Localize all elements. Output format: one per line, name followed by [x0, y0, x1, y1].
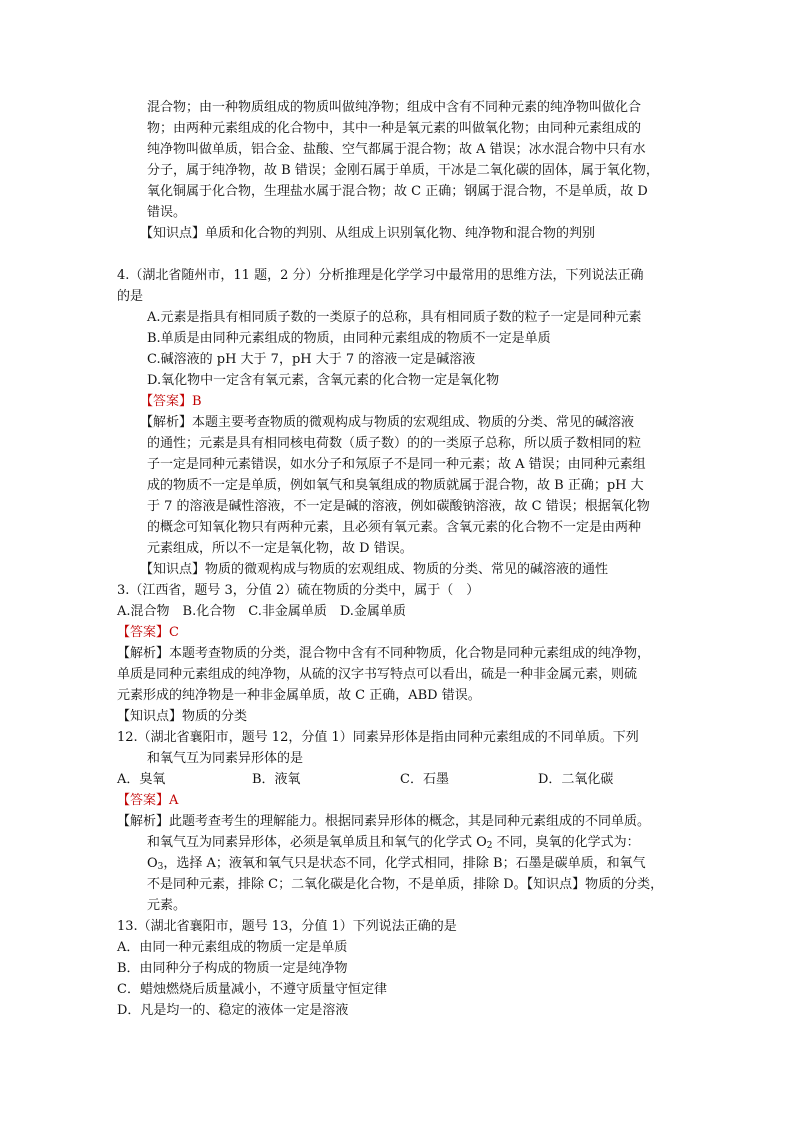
paragraph-line: 错误。: [147, 205, 187, 220]
explanation-line: 于 7 的溶液是碱性溶液，不一定是碱的溶液，例如碳酸钠溶液，故 C 错误；根据氧化物: [147, 499, 650, 514]
paragraph-line: 物；由两种元素组成的化合物中，其中一种是氧元素的叫做氧化物；由同种元素组成的: [147, 121, 642, 136]
option-b: B．由同种分子构成的物质一定是纯净物: [117, 961, 348, 976]
knowledge-point: 【知识点】单质和化合物的判别、从组成上识别氧化物、纯净物和混合物的判别: [140, 226, 596, 241]
paragraph-line: 氧化铜属于化合物，生理盐水属于混合物；故 C 正确；钢属于混合物，不是单质，故 D: [147, 184, 648, 199]
option-b: B.单质是由同种元素组成的物质，由同种元素组成的物质不一定是单质: [147, 331, 551, 346]
option-b: B．液氧: [252, 772, 301, 787]
answer-value: A: [169, 793, 179, 808]
option-a: A．臭氧: [117, 772, 166, 787]
answer-tag: 【答案】: [117, 793, 170, 808]
paragraph-line: 混合物；由一种物质组成的物质叫做纯净物；组成中含有不同种元素的纯净物叫做化合: [147, 100, 642, 115]
knowledge-point: 【知识点】物质的微观构成与物质的宏观组成、物质的分类、常见的碱溶液的通性: [140, 562, 609, 577]
explanation-line: 元素组成，所以不一定是氧化物，故 D 错误。: [147, 541, 413, 556]
explanation-line: 【解析】本题考查物质的分类，混合物中含有不同种物质，化合物是同种元素组成的纯净物，: [117, 646, 651, 661]
answer-line: [117, 623, 179, 643]
explanation-line: 元素形成的纯净物是一种非金属单质，故 C 正确，ABD 错误。: [117, 688, 481, 703]
option-a: A．由同一种元素组成的物质一定是单质: [117, 940, 348, 955]
option-a: A.元素是指具有相同质子数的一类原子的总称，具有相同质子数的粒子一定是同种元素: [147, 310, 642, 325]
question-stem: 4.（湖北省随州市，11 题，2 分）分析推理是化学学习中最常用的思维方法，下列说法正确: [117, 268, 644, 283]
answer-tag: 【答案】: [140, 394, 193, 409]
option-c: C.碱溶液的 pH 大于 7，pH 大于 7 的溶液一定是碱溶液: [147, 352, 476, 367]
question-stem: 的是: [117, 289, 144, 304]
explanation-line: 【解析】本题主要考查物质的微观构成与物质的宏观组成、物质的分类、常见的碱溶液: [140, 415, 635, 430]
question-stem: 3.（江西省，题号 3，分值 2）硫在物质的分类中，属于（ ）: [117, 583, 480, 598]
question-stem: 和氧气互为同素异形体的是: [147, 751, 304, 766]
option-d: D．二氧化碳: [538, 772, 614, 787]
explanation-line: $O_3$，选择 A；液氧和氧气只是状态不同，化学式相同，排除 B；石墨是碳单质，和氧气: [147, 856, 646, 872]
answer-value: C: [169, 625, 179, 640]
option-d: D.氧化物中一定含有氧元素，含氧元素的化合物一定是氧化物: [147, 373, 500, 388]
option-c: C．蜡烛燃烧后质量减小，不遵守质量守恒定律: [117, 982, 387, 997]
question-stem: 13.（湖北省襄阳市，题号 13，分值 1）下列说法正确的是: [117, 919, 457, 934]
explanation-line: 子一定是同种元素错误，如水分子和氖原子不是同一种元素；故 A 错误；由同种元素组: [147, 457, 646, 472]
explanation-line: 不是同种元素，排除 C；二氧化碳是化合物，不是单质，排除 D。【知识点】物质的分类，: [147, 877, 664, 892]
explanation-line: 元素。: [147, 898, 187, 913]
paragraph-line: 分子，属于纯净物，故 B 错误；金刚石属于单质，干冰是二氧化碳的固体，属于氧化物，: [147, 163, 659, 178]
explanation-line: 成的物质不一定是单质，例如氧气和臭氧组成的物质就属于混合物，故 B 正确；pH 大: [147, 478, 644, 493]
explanation-line: 的概念可知氧化物只有两种元素，且必须有氧元素。含氧元素的化合物不一定是由两种: [147, 520, 642, 535]
option-c: C．石墨: [400, 772, 449, 787]
answer-line: [117, 791, 178, 811]
answer-value: B: [192, 394, 202, 409]
question-stem: 12.（湖北省襄阳市，题号 12，分值 1）同素异形体是指由同种元素组成的不同单质。下列: [117, 730, 639, 745]
answer-tag: 【答案】: [117, 625, 170, 640]
explanation-line: 【解析】此题考查考生的理解能力。根据同素异形体的概念，其是同种元素组成的不同单质。: [117, 814, 651, 829]
paragraph-line: 纯净物叫做单质，铝合金、盐酸、空气都属于混合物；故 A 错误；冰水混合物中只有水: [147, 142, 646, 157]
answer-line: [140, 392, 202, 412]
knowledge-point: 【知识点】物质的分类: [117, 709, 248, 724]
explanation-line: 单质是同种元素组成的纯净物，从硫的汉字书写特点可以看出，硫是一种非金属元素，则硫: [117, 667, 638, 682]
options-row: A.混合物 B.化合物 C.非金属单质 D.金属单质: [117, 604, 406, 619]
explanation-line: 和氧气互为同素异形体，必须是氧单质且和氧气的化学式 $O_2$ 不同，臭氧的化学式为：: [147, 835, 640, 851]
option-d: D．凡是均一的、稳定的液体一定是溶液: [117, 1003, 349, 1018]
explanation-line: 的通性；元素是具有相同核电荷数（质子数）的的一类原子总称，所以质子数相同的粒: [147, 436, 642, 451]
